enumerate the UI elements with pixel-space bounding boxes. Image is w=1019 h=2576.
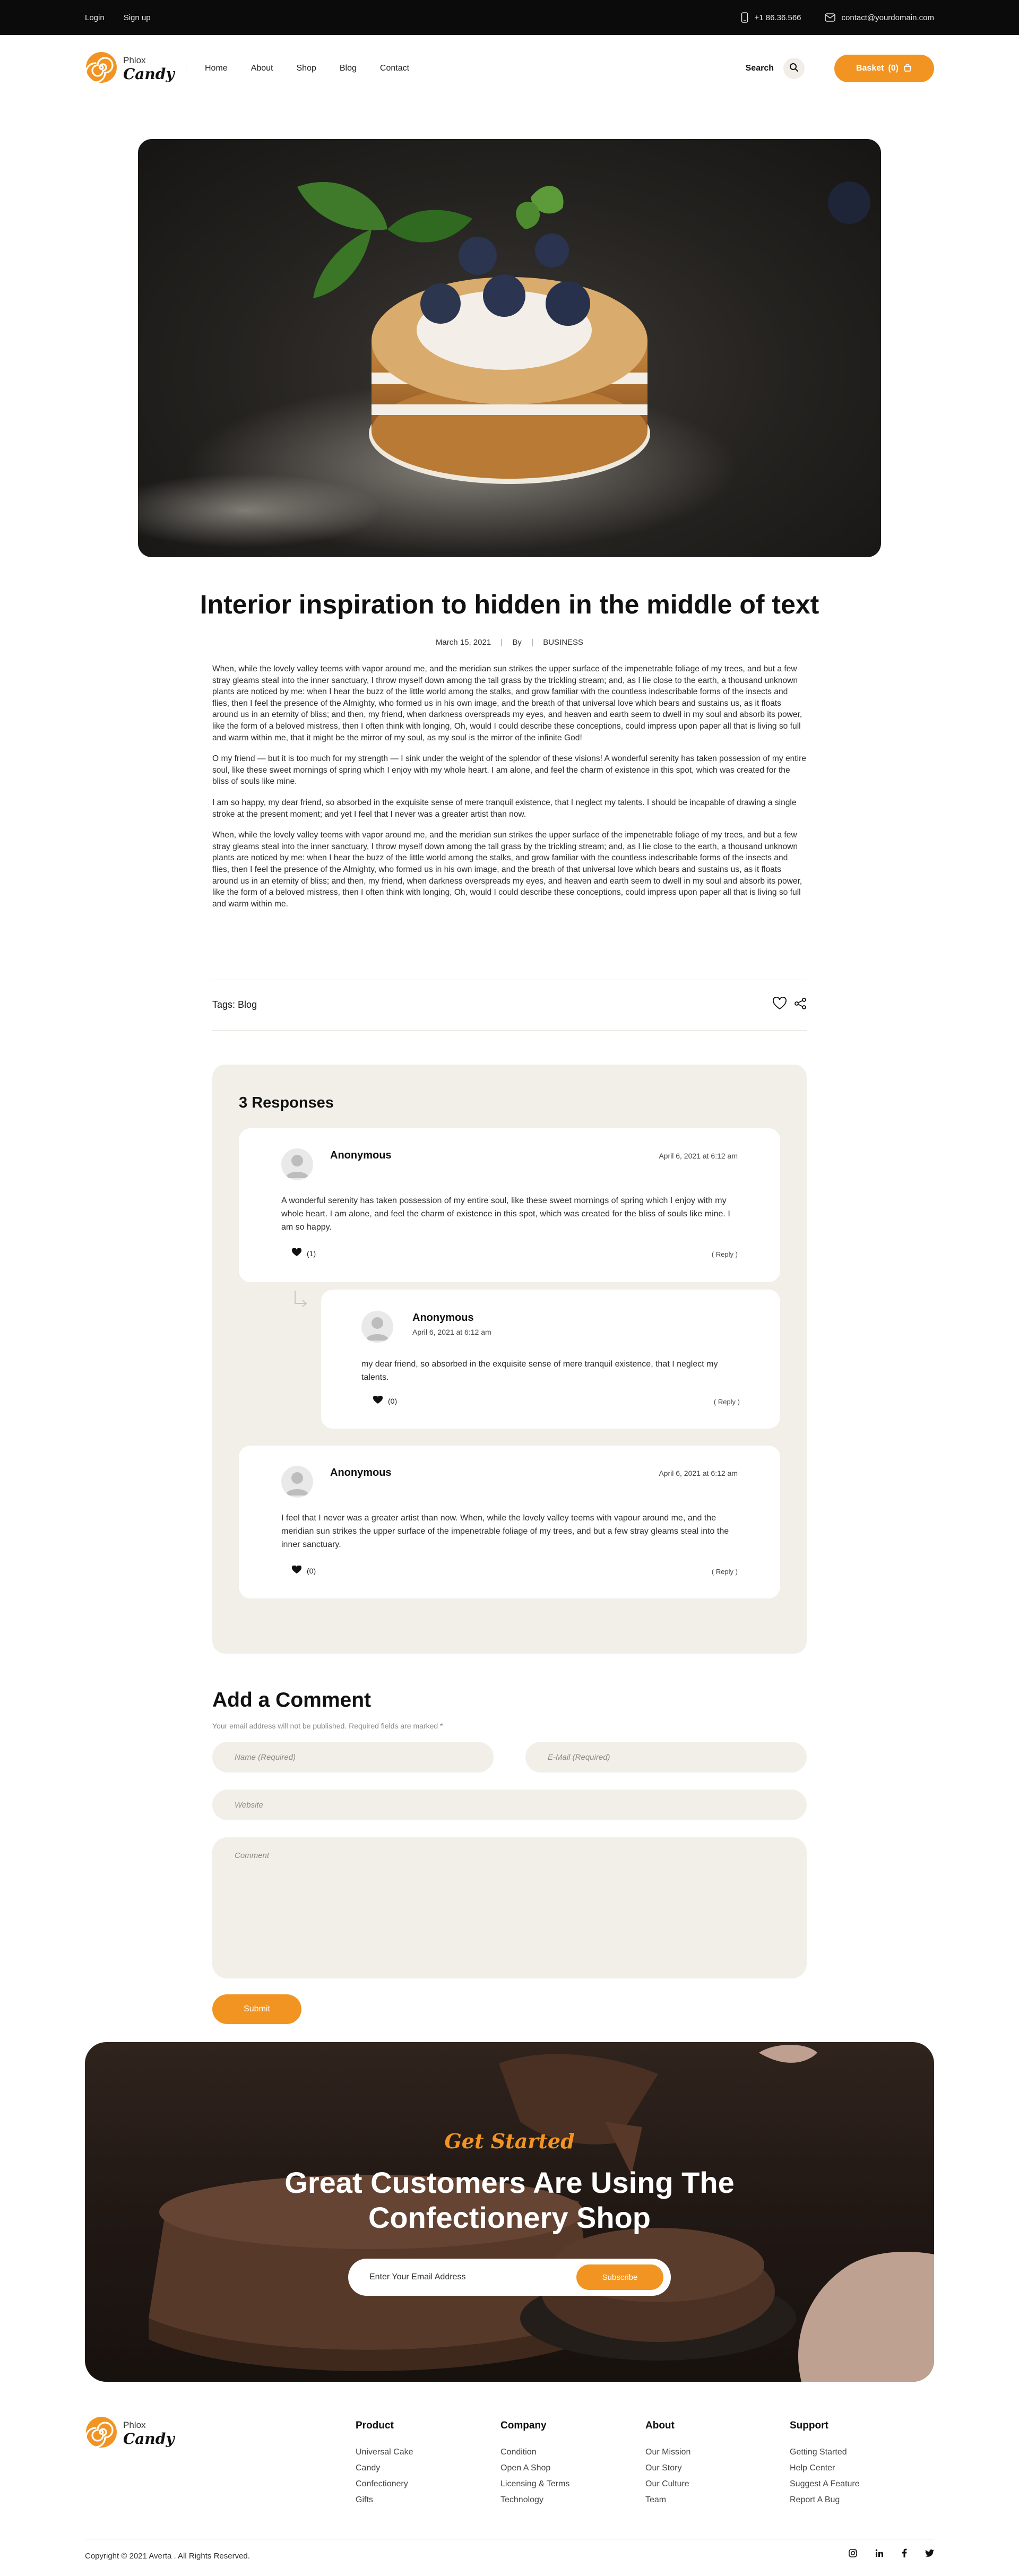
article-meta (0, 638, 1019, 647)
like-post-icon[interactable] (773, 997, 787, 1013)
phone-contact[interactable] (741, 12, 801, 23)
twitter-icon[interactable] (925, 2549, 934, 2560)
comment-text: my dear friend, so absorbed in the exquisite sense of mere tranquil existence, that I neglect my talents. (361, 1360, 718, 1382)
footer-column-title: Product (356, 2420, 394, 2431)
comment-card (239, 1446, 780, 1598)
footer-link[interactable]: Our Culture (645, 2479, 689, 2488)
share-icon[interactable] (794, 997, 807, 1013)
article-paragraph: When, while the lovely valley teems with vapor around me, and the meridian sun strikes the upper surface of the impenetrable foliage of my trees, and but a few stray gleams steal into the inner sanctuary, I throw myself down among the tall grass by the trickling stream; and, as I lie close to the earth, a thousand unknown plants are noticed by me: when I hear the buzz of the little world among the stalks, and grow familiar with the countless indescribable forms of the insects and flies, then I feel the presence of the Almighty, who formed us in his own image, and the breath of that universal love which bears and sustains us, as it floats around us in an eternity of bliss; and then, my friend, when darkness overspreads my eyes, and heaven and earth seem to dwell in my soul and absorb its power, like the form of a beloved mistress, then I often think with longing, Oh, would I could describe these conceptions, could impress upon paper all that is living so full and warm within me, that it might be the mirror of my soul, as my soul is the mirror of the infinite God! (212, 664, 802, 742)
meta-separator: | (531, 638, 534, 647)
reply-comment-card (321, 1290, 780, 1429)
basket-count: (0) (888, 64, 899, 73)
footer-column-support (790, 2420, 860, 2511)
phone-icon (741, 12, 748, 23)
comment-like-button[interactable] (292, 1248, 316, 1258)
article-category[interactable]: BUSINESS (543, 638, 584, 647)
article-paragraph: O my friend — but it is too much for my strength — I sink under the weight of the splendor of these visions! A wonderful serenity has taken possession of my entire soul, like these sweet mornings of spring which I enjoy with my whole heart. I am alone, and feel the charm of existence in this spot, which was created for the bliss of souls like mine. (212, 754, 806, 786)
footer-column-product (356, 2420, 413, 2511)
logo-small-text: Phlox (123, 2420, 146, 2430)
comment-textarea[interactable] (212, 1837, 807, 1978)
newsletter-email-input[interactable] (369, 2259, 560, 2296)
footer-link[interactable]: Our Mission (645, 2448, 691, 2457)
search-icon (789, 63, 799, 75)
social-links (849, 2548, 934, 2560)
footer-column-company (500, 2420, 569, 2511)
email-contact[interactable] (825, 13, 934, 22)
like-count: (1) (307, 1249, 316, 1258)
reply-link[interactable]: ( Reply ) (713, 1398, 740, 1406)
article-paragraph: When, while the lovely valley teems with vapor around me, and the meridian sun strikes the upper surface of the impenetrable foliage of my trees, and but a few stray gleams steal into the inner sanctuary, I throw myself down among the tall grass by the trickling stream; and, as I lie close to the earth, a thousand unknown plants are noticed by me: when I hear the buzz of the little world among the stalks, and grow familiar with the countless indescribable forms of the insects and flies, then I feel the presence of the Almighty, who formed us in his own image, and the breath of that universal love which bears and sustains us, as it floats around us in an eternity of bliss; and then, my friend, when darkness overspreads my eyes, and heaven and earth seem to dwell in my soul and absorb its power, like the form of a beloved mistress, then I often think with longing, Oh, would I could describe these conceptions, could impress upon paper all that is living so full and warm within me. (212, 831, 802, 909)
comment-text: A wonderful serenity has taken possession of my entire soul, like these sweet mornings of spring which I enjoy with my whole heart. I am alone, and feel the charm of existence in this spot, which was created for the bliss of souls like mine. I am so happy. (281, 1196, 730, 1232)
email-address: contact@yourdomain.com (841, 13, 934, 22)
search-label[interactable]: Search (745, 64, 774, 73)
article-body (212, 663, 807, 919)
logo-big-text: Candy (123, 65, 175, 83)
avatar (361, 1311, 393, 1343)
banner-headline-line: Great Customers Are Using The (284, 2166, 735, 2199)
footer-link[interactable]: Gifts (356, 2495, 373, 2504)
website-field[interactable] (212, 1790, 807, 1820)
footer-link[interactable]: Universal Cake (356, 2448, 413, 2457)
avatar (281, 1148, 313, 1180)
banner-headline (85, 2165, 934, 2235)
footer-link[interactable]: Confectionery (356, 2479, 408, 2488)
logo-small-text: Phlox (123, 55, 146, 65)
footer-column-about (645, 2420, 690, 2511)
nav-shop[interactable]: Shop (296, 64, 316, 73)
footer-link[interactable]: Help Center (790, 2463, 835, 2473)
main-nav (205, 50, 409, 87)
heart-icon (292, 1248, 301, 1258)
linkedin-icon[interactable] (875, 2549, 884, 2560)
comment-date: April 6, 2021 at 6:12 am (412, 1328, 491, 1336)
article-date: March 15, 2021 (435, 638, 491, 647)
heart-icon (292, 1566, 301, 1576)
comment-like-button[interactable] (292, 1566, 316, 1576)
footer-link[interactable]: Our Story (645, 2463, 682, 2473)
article-hero-image (138, 139, 881, 557)
article-paragraph: I am so happy, my dear friend, so absorbed in the exquisite sense of mere tranquil existence, that I neglect my talents. I should be incapable of drawing a single stroke at the present moment; and yet I feel that I never was a greater artist than now. (212, 798, 797, 819)
footer-link[interactable]: Candy (356, 2463, 381, 2473)
name-field[interactable] (212, 1742, 494, 1773)
comment-text: I feel that I never was a greater artist than now. When, while the lovely valley teems with vapour around me, and the meridian sun strikes the upper surface of the impenetrable foliage of my trees, and but a few stray gleams steal into the inner sanctuary. (281, 1514, 729, 1549)
footer-link[interactable]: Getting Started (790, 2448, 847, 2457)
footer-link[interactable]: Technology (500, 2495, 543, 2504)
tags-label: Tags: (212, 999, 236, 1010)
swirl-logo-icon (85, 2416, 118, 2451)
email-field[interactable] (525, 1742, 807, 1773)
reply-link[interactable]: ( Reply ) (711, 1250, 738, 1258)
like-count: (0) (307, 1566, 316, 1575)
swirl-logo-icon (85, 51, 118, 87)
comment-date: April 6, 2021 at 6:12 am (659, 1469, 738, 1477)
basket-icon (903, 63, 912, 75)
footer-link[interactable]: Report A Bug (790, 2495, 840, 2504)
site-header (85, 50, 934, 87)
nav-blog[interactable]: Blog (339, 64, 357, 73)
footer-column-title: Support (790, 2420, 828, 2431)
tag-link[interactable]: Blog (238, 999, 257, 1010)
comment-card (239, 1128, 780, 1282)
reply-arrow-icon (293, 1290, 309, 1311)
site-logo[interactable] (85, 50, 175, 87)
footer-column-title: About (645, 2420, 675, 2431)
banner-headline-line: Confectionery Shop (368, 2201, 651, 2234)
comment-like-button[interactable] (373, 1396, 397, 1406)
heart-icon (373, 1396, 383, 1406)
responses-title: 3 Responses (239, 1094, 334, 1111)
responses-panel (212, 1065, 807, 1654)
comment-date: April 6, 2021 at 6:12 am (659, 1152, 738, 1160)
footer-link[interactable]: Condition (500, 2448, 537, 2457)
footer-column-title: Company (500, 2420, 547, 2431)
signup-link[interactable]: Sign up (123, 13, 151, 22)
login-link[interactable]: Login (85, 13, 105, 22)
like-count: (0) (388, 1396, 398, 1405)
basket-label: Basket (856, 64, 884, 73)
newsletter-banner (85, 2042, 934, 2382)
footer-link[interactable]: Open A Shop (500, 2463, 551, 2473)
footer-link[interactable]: Team (645, 2495, 667, 2504)
avatar (281, 1466, 313, 1498)
article-title: Interior inspiration to hidden in the middle of text (200, 590, 819, 619)
subscribe-button[interactable]: Subscribe (576, 2264, 663, 2290)
comment-author: Anonymous (330, 1149, 392, 1161)
logo-big-text: Candy (123, 2430, 175, 2448)
nav-contact[interactable]: Contact (379, 64, 410, 73)
top-bar (0, 0, 1019, 35)
article-by: By (512, 638, 522, 647)
tags-row (212, 980, 807, 1031)
nav-home[interactable]: Home (205, 64, 228, 73)
submit-button[interactable]: Submit (212, 1994, 301, 2024)
footer-logo[interactable] (85, 2416, 175, 2451)
tags (212, 999, 257, 1010)
comment-author: Anonymous (330, 1467, 392, 1479)
phone-number: +1 86.36.566 (754, 13, 801, 22)
meta-separator: | (500, 638, 503, 647)
add-comment-title: Add a Comment (212, 1689, 372, 1711)
banner-eyebrow: Get Started (444, 2129, 575, 2153)
newsletter-form (348, 2259, 671, 2296)
basket-button[interactable] (834, 55, 934, 82)
nav-about[interactable]: About (251, 64, 273, 73)
facebook-icon[interactable] (902, 2548, 907, 2560)
footer-link[interactable]: Licensing & Terms (500, 2479, 570, 2488)
comment-author: Anonymous (412, 1312, 474, 1324)
copyright-text: Copyright © 2021 Averta . All Rights Reserved. (85, 2552, 250, 2561)
instagram-icon[interactable] (849, 2549, 857, 2560)
mail-icon (825, 13, 835, 22)
reply-link[interactable]: ( Reply ) (711, 1568, 738, 1576)
search-button[interactable] (783, 58, 805, 79)
footer-link[interactable]: Suggest A Feature (790, 2479, 860, 2488)
required-fields-note: Your email address will not be published. Required fields are marked * (212, 1722, 443, 1730)
